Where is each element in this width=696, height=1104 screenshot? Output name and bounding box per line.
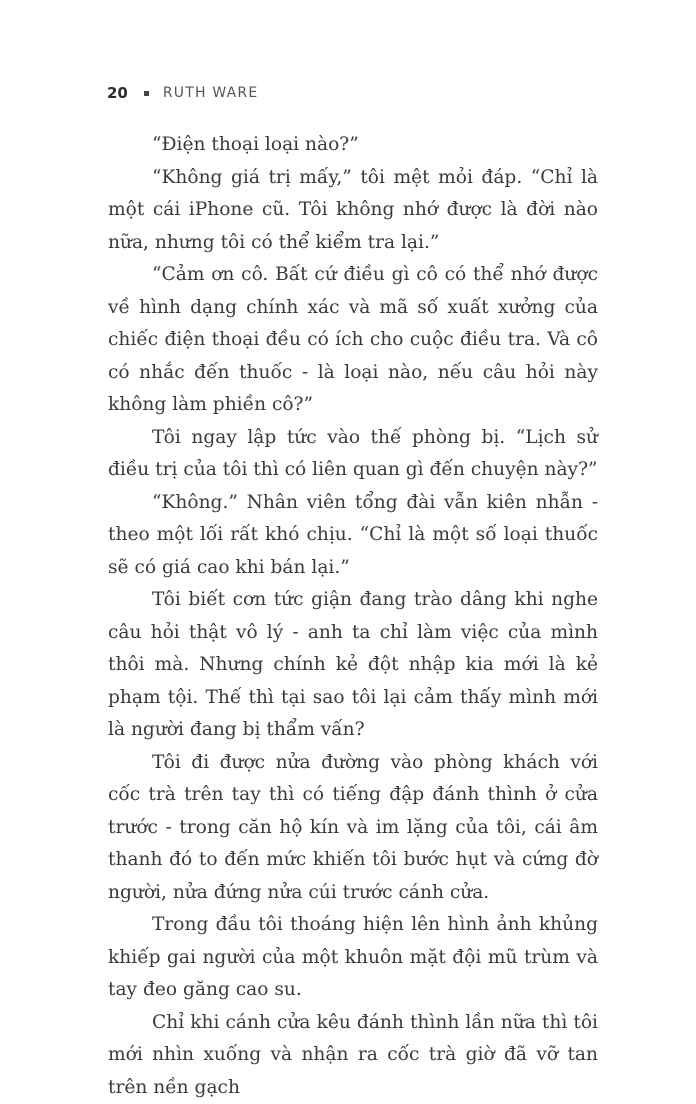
author-name: RUTH WARE: [163, 85, 259, 101]
paragraph: “Điện thoại loại nào?”: [108, 129, 598, 162]
body-text: [108, 129, 598, 1104]
separator-square-icon: [144, 91, 149, 96]
page-number: 20: [107, 84, 128, 102]
paragraph: Trong đầu tôi thoáng hiện lên hình ảnh khủng khiếp gai người của một khuôn mặt đội mũ trùm và tay đeo găng cao su.: [108, 909, 598, 1007]
paragraph: Tôi đi được nửa đường vào phòng khách với cốc trà trên tay thì có tiếng đập đánh thình ở cửa trước - trong căn hộ kín và im lặng của tôi, cái âm thanh đó to đến mức khiến tôi bước hụt và cứng đờ người, nửa đứng nửa cúi trước cánh cửa.: [108, 747, 598, 910]
paragraph: “Không giá trị mấy,” tôi mệt mỏi đáp. “Chỉ là một cái iPhone cũ. Tôi không nhớ được là đời nào nữa, nhưng tôi có thể kiểm tra lại.”: [108, 162, 598, 260]
paragraph: “Cảm ơn cô. Bất cứ điều gì cô có thể nhớ được về hình dạng chính xác và mã số xuất xưởng của chiếc điện thoại đều có ích cho cuộc điều tra. Và cô có nhắc đến thuốc - là loại nào, nếu câu hỏi này không làm phiền cô?”: [108, 259, 598, 422]
paragraph: Tôi biết cơn tức giận đang trào dâng khi nghe câu hỏi thật vô lý - anh ta chỉ làm việc của mình thôi mà. Nhưng chính kẻ đột nhập kia mới là kẻ phạm tội. Thế thì tại sao tôi lại cảm thấy mình mới là người đang bị thẩm vấn?: [108, 584, 598, 747]
running-header: [107, 84, 258, 102]
paragraph: Chỉ khi cánh cửa kêu đánh thình lần nữa thì tôi mới nhìn xuống và nhận ra cốc trà giờ đã vỡ tan trên nền gạch: [108, 1007, 598, 1104]
paragraph: “Không.” Nhân viên tổng đài vẫn kiên nhẫn - theo một lối rất khó chịu. “Chỉ là một số loại thuốc sẽ có giá cao khi bán lại.”: [108, 487, 598, 585]
paragraph: Tôi ngay lập tức vào thế phòng bị. “Lịch sử điều trị của tôi thì có liên quan gì đến chuyện này?”: [108, 422, 598, 487]
